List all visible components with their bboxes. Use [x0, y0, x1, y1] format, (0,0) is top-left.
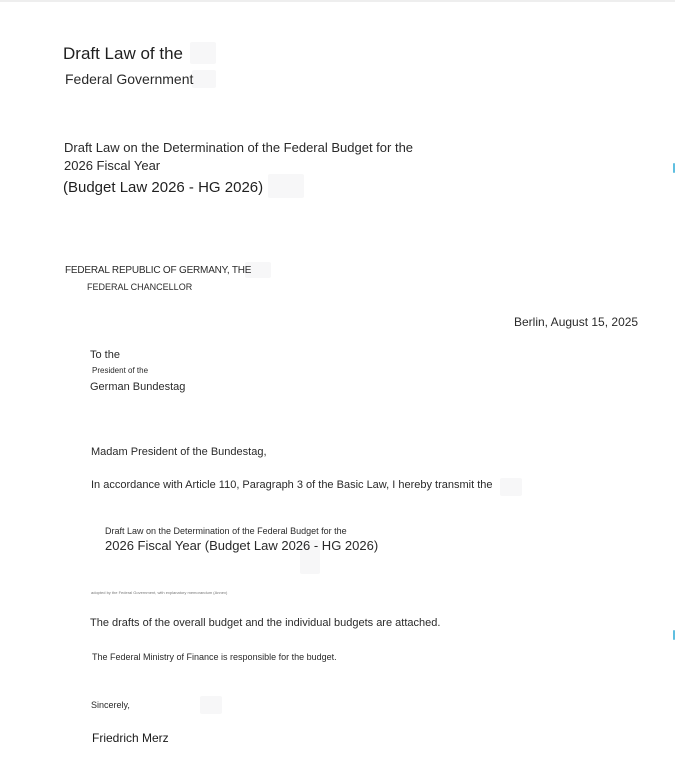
scan-artifact — [268, 174, 304, 198]
scan-artifact — [200, 696, 222, 714]
law-title-line1: Draft Law on the Determination of the Federal Budget for the — [64, 140, 414, 155]
top-divider — [0, 0, 675, 2]
responsibility-sentence: The Federal Ministry of Finance is responsible for the budget. — [92, 652, 337, 662]
quoted-law-line2: 2026 Fiscal Year (Budget Law 2026 - HG 2026) — [105, 538, 379, 553]
scan-artifact — [500, 478, 522, 496]
law-title-line2: 2026 Fiscal Year — [64, 158, 161, 173]
scan-artifact — [190, 42, 216, 64]
footnote-annex: adopted by the Federal Government, with explanatory memorandum (Annex) — [91, 590, 228, 595]
document-title: Draft Law of the — [63, 44, 184, 63]
sender-line2: FEDERAL CHANCELLOR — [87, 282, 193, 292]
quoted-law-line1: Draft Law on the Determination of the Federal Budget for the — [105, 526, 347, 536]
sender-line1: FEDERAL REPUBLIC OF GERMANY, THE — [65, 265, 252, 276]
scan-artifact — [192, 70, 216, 88]
closing: Sincerely, — [91, 700, 130, 710]
attachments-sentence: The drafts of the overall budget and the individual budgets are attached. — [90, 617, 441, 629]
signature-name: Friedrich Merz — [92, 731, 169, 745]
recipient-line2: President of the — [92, 366, 149, 375]
recipient-line3: German Bundestag — [90, 381, 186, 393]
recipient-line1: To the — [90, 349, 120, 361]
intro-paragraph: In accordance with Article 110, Paragraph 3 of the Basic Law, I hereby transmit the — [91, 479, 493, 491]
date-line: Berlin, August 15, 2025 — [514, 315, 639, 329]
salutation: Madam President of the Bundestag, — [91, 446, 267, 458]
document-subtitle: Federal Government — [65, 71, 194, 87]
law-short-title: (Budget Law 2026 - HG 2026) — [63, 179, 264, 196]
